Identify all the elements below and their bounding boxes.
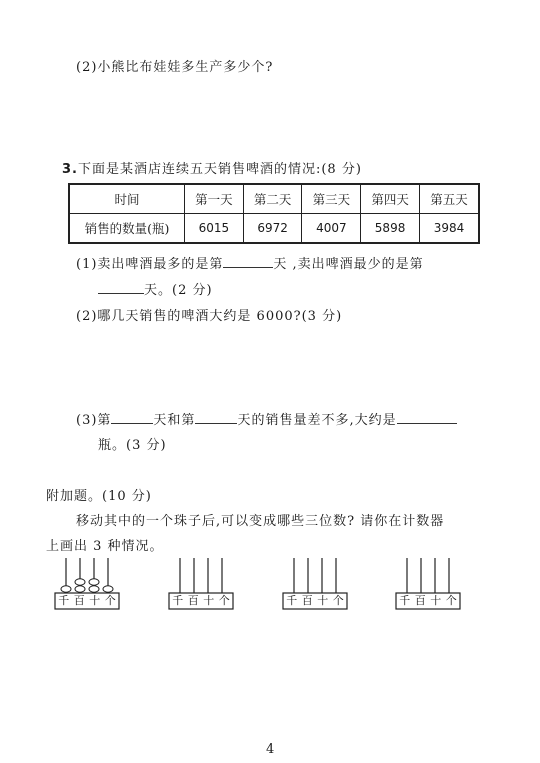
table-cell: 5898: [361, 214, 420, 244]
part-3-text-a: (3)第: [76, 413, 112, 428]
abacus-label: 个: [445, 594, 457, 607]
abacus-label: 百: [187, 594, 199, 607]
abacus-label: 千: [399, 594, 411, 607]
answer-blank[interactable]: [111, 409, 153, 424]
question-3-part-1-line-1: [76, 253, 424, 272]
table-cell: 6015: [185, 214, 244, 244]
part-1-text-a: (1)卖出啤酒最多的是第: [76, 257, 224, 272]
table-row-label: 销售的数量(瓶): [69, 214, 185, 244]
bonus-title: 附加题。(10 分): [46, 489, 152, 504]
table-cell: 6972: [243, 214, 302, 244]
abacus-bead: [75, 586, 85, 592]
table-header-cell: 第二天: [243, 184, 302, 214]
beer-sales-table: [68, 183, 480, 244]
abacus-label: 千: [286, 594, 298, 607]
abacus-label: 百: [301, 594, 313, 607]
abacus-counter[interactable]: [282, 556, 348, 612]
abacus-label: 个: [332, 594, 344, 607]
table-cell: 3984: [419, 214, 479, 244]
question-3-number: 3.: [62, 162, 78, 177]
table-header-cell: 第一天: [185, 184, 244, 214]
part-3-text-b: 天和第: [153, 413, 196, 428]
table-row: [69, 214, 479, 244]
part-1-text-b: 天 ,卖出啤酒最少的是第: [273, 257, 424, 272]
answer-blank[interactable]: [397, 409, 457, 424]
abacus-bead: [89, 586, 99, 592]
question-3-stem: [62, 158, 362, 177]
question-3-part-1-line-2: [98, 279, 213, 298]
abacus-bead: [75, 579, 85, 585]
table-header-cell: 第五天: [419, 184, 479, 214]
page-number: 4: [266, 742, 275, 757]
abacus-label: 个: [218, 594, 230, 607]
question-3-part-3-line-1: [76, 409, 457, 428]
abacus-label: 千: [172, 594, 184, 607]
bonus-text-line-1: 移动其中的一个珠子后,可以变成哪些三位数? 请你在计数器: [76, 514, 445, 529]
abacus-label: 个: [104, 594, 116, 607]
abacus-label: 百: [414, 594, 426, 607]
table-header-cell: 第三天: [302, 184, 361, 214]
part-3-text-c: 天的销售量差不多,大约是: [237, 413, 397, 428]
question-3-part-3-line-2: 瓶。(3 分): [98, 438, 167, 453]
question-3-text: 下面是某酒店连续五天销售啤酒的情况:(8 分): [77, 162, 362, 177]
table-cell: 4007: [302, 214, 361, 244]
abacus-counter[interactable]: [395, 556, 461, 612]
abacus-label: 十: [317, 594, 329, 607]
answer-blank[interactable]: [223, 253, 273, 268]
answer-blank[interactable]: [195, 409, 237, 424]
abacus-label: 十: [89, 594, 101, 607]
table-header-cell: 第四天: [361, 184, 420, 214]
part-1-text-c: 天。(2 分): [144, 283, 213, 298]
question-3-part-2: (2)哪几天销售的啤酒大约是 6000?(3 分): [76, 309, 343, 324]
table-header-cell: 时间: [69, 184, 185, 214]
abacus-bead: [103, 586, 113, 592]
abacus-counter[interactable]: [168, 556, 234, 612]
bonus-text-line-2: 上画出 3 种情况。: [46, 539, 164, 554]
abacus-label: 十: [203, 594, 215, 607]
abacus-label: 千: [58, 594, 70, 607]
abacus-label: 百: [73, 594, 85, 607]
question-2-part-2: (2)小熊比布娃娃多生产多少个?: [76, 60, 274, 75]
answer-blank[interactable]: [98, 279, 144, 294]
abacus-counter[interactable]: [54, 556, 120, 612]
abacus-bead: [61, 586, 71, 592]
abacus-bead: [89, 579, 99, 585]
abacus-label: 十: [430, 594, 442, 607]
table-header-row: [69, 184, 479, 214]
